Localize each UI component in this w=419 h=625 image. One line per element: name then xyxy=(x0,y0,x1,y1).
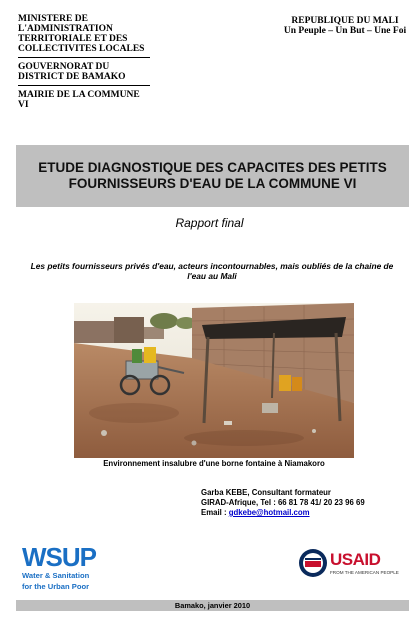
wsup-line-2: for the Urban Poor xyxy=(22,582,90,591)
cover-photo xyxy=(74,303,354,458)
usaid-seal-icon xyxy=(298,548,328,578)
report-subtitle: Rapport final xyxy=(175,216,244,230)
author-block xyxy=(201,488,365,518)
email-link[interactable]: gdkebe@hotmail.com xyxy=(228,508,310,517)
author-name: Garba KEBE, Consultant formateur xyxy=(201,488,331,497)
author-email-line xyxy=(201,508,365,518)
report-title: ETUDE DIAGNOSTIQUE DES CAPACITES DES PETITS FOURNISSEURS D'EAU DE LA COMMUNE VI xyxy=(38,160,387,191)
header-right xyxy=(270,16,419,36)
usaid-logo xyxy=(298,548,398,584)
header-left xyxy=(18,14,198,113)
email-label: Email : xyxy=(201,508,227,517)
report-title-box xyxy=(16,145,409,207)
wsup-logo xyxy=(22,542,132,591)
usaid-wordmark: USAID xyxy=(330,550,381,569)
water-fountain-photo xyxy=(74,303,354,458)
wsup-line-1: Water & Sanitation xyxy=(22,571,90,580)
governorate-label: GOUVERNORAT DU DISTRICT DE BAMAKO xyxy=(18,62,150,86)
usaid-tagline: FROM THE AMERICAN PEOPLE xyxy=(330,570,399,575)
footer-date: Bamako, janvier 2010 xyxy=(16,600,409,611)
ministry-label: MINISTERE DE L'ADMINISTRATION TERRITORIALE ET DES COLLECTIVITES LOCALES xyxy=(18,14,150,58)
motto-label: Un Peuple – Un But – Une Foi xyxy=(283,26,407,36)
photo-caption: Environnement insalubre d'une borne fontaine à Niamakoro xyxy=(103,459,325,468)
author-contact: GIRAD-Afrique, Tel : 66 81 78 41/ 20 23 96 69 xyxy=(201,498,365,507)
report-tagline: Les petits fournisseurs privés d'eau, acteurs incontournables, mais oubliés de la chaine de l'eau au Mali xyxy=(30,261,394,281)
country-label: REPUBLIQUE DU MALI xyxy=(291,16,399,26)
mairie-label: MAIRIE DE LA COMMUNE VI xyxy=(18,90,140,110)
wsup-wordmark: WSUP xyxy=(22,542,96,572)
